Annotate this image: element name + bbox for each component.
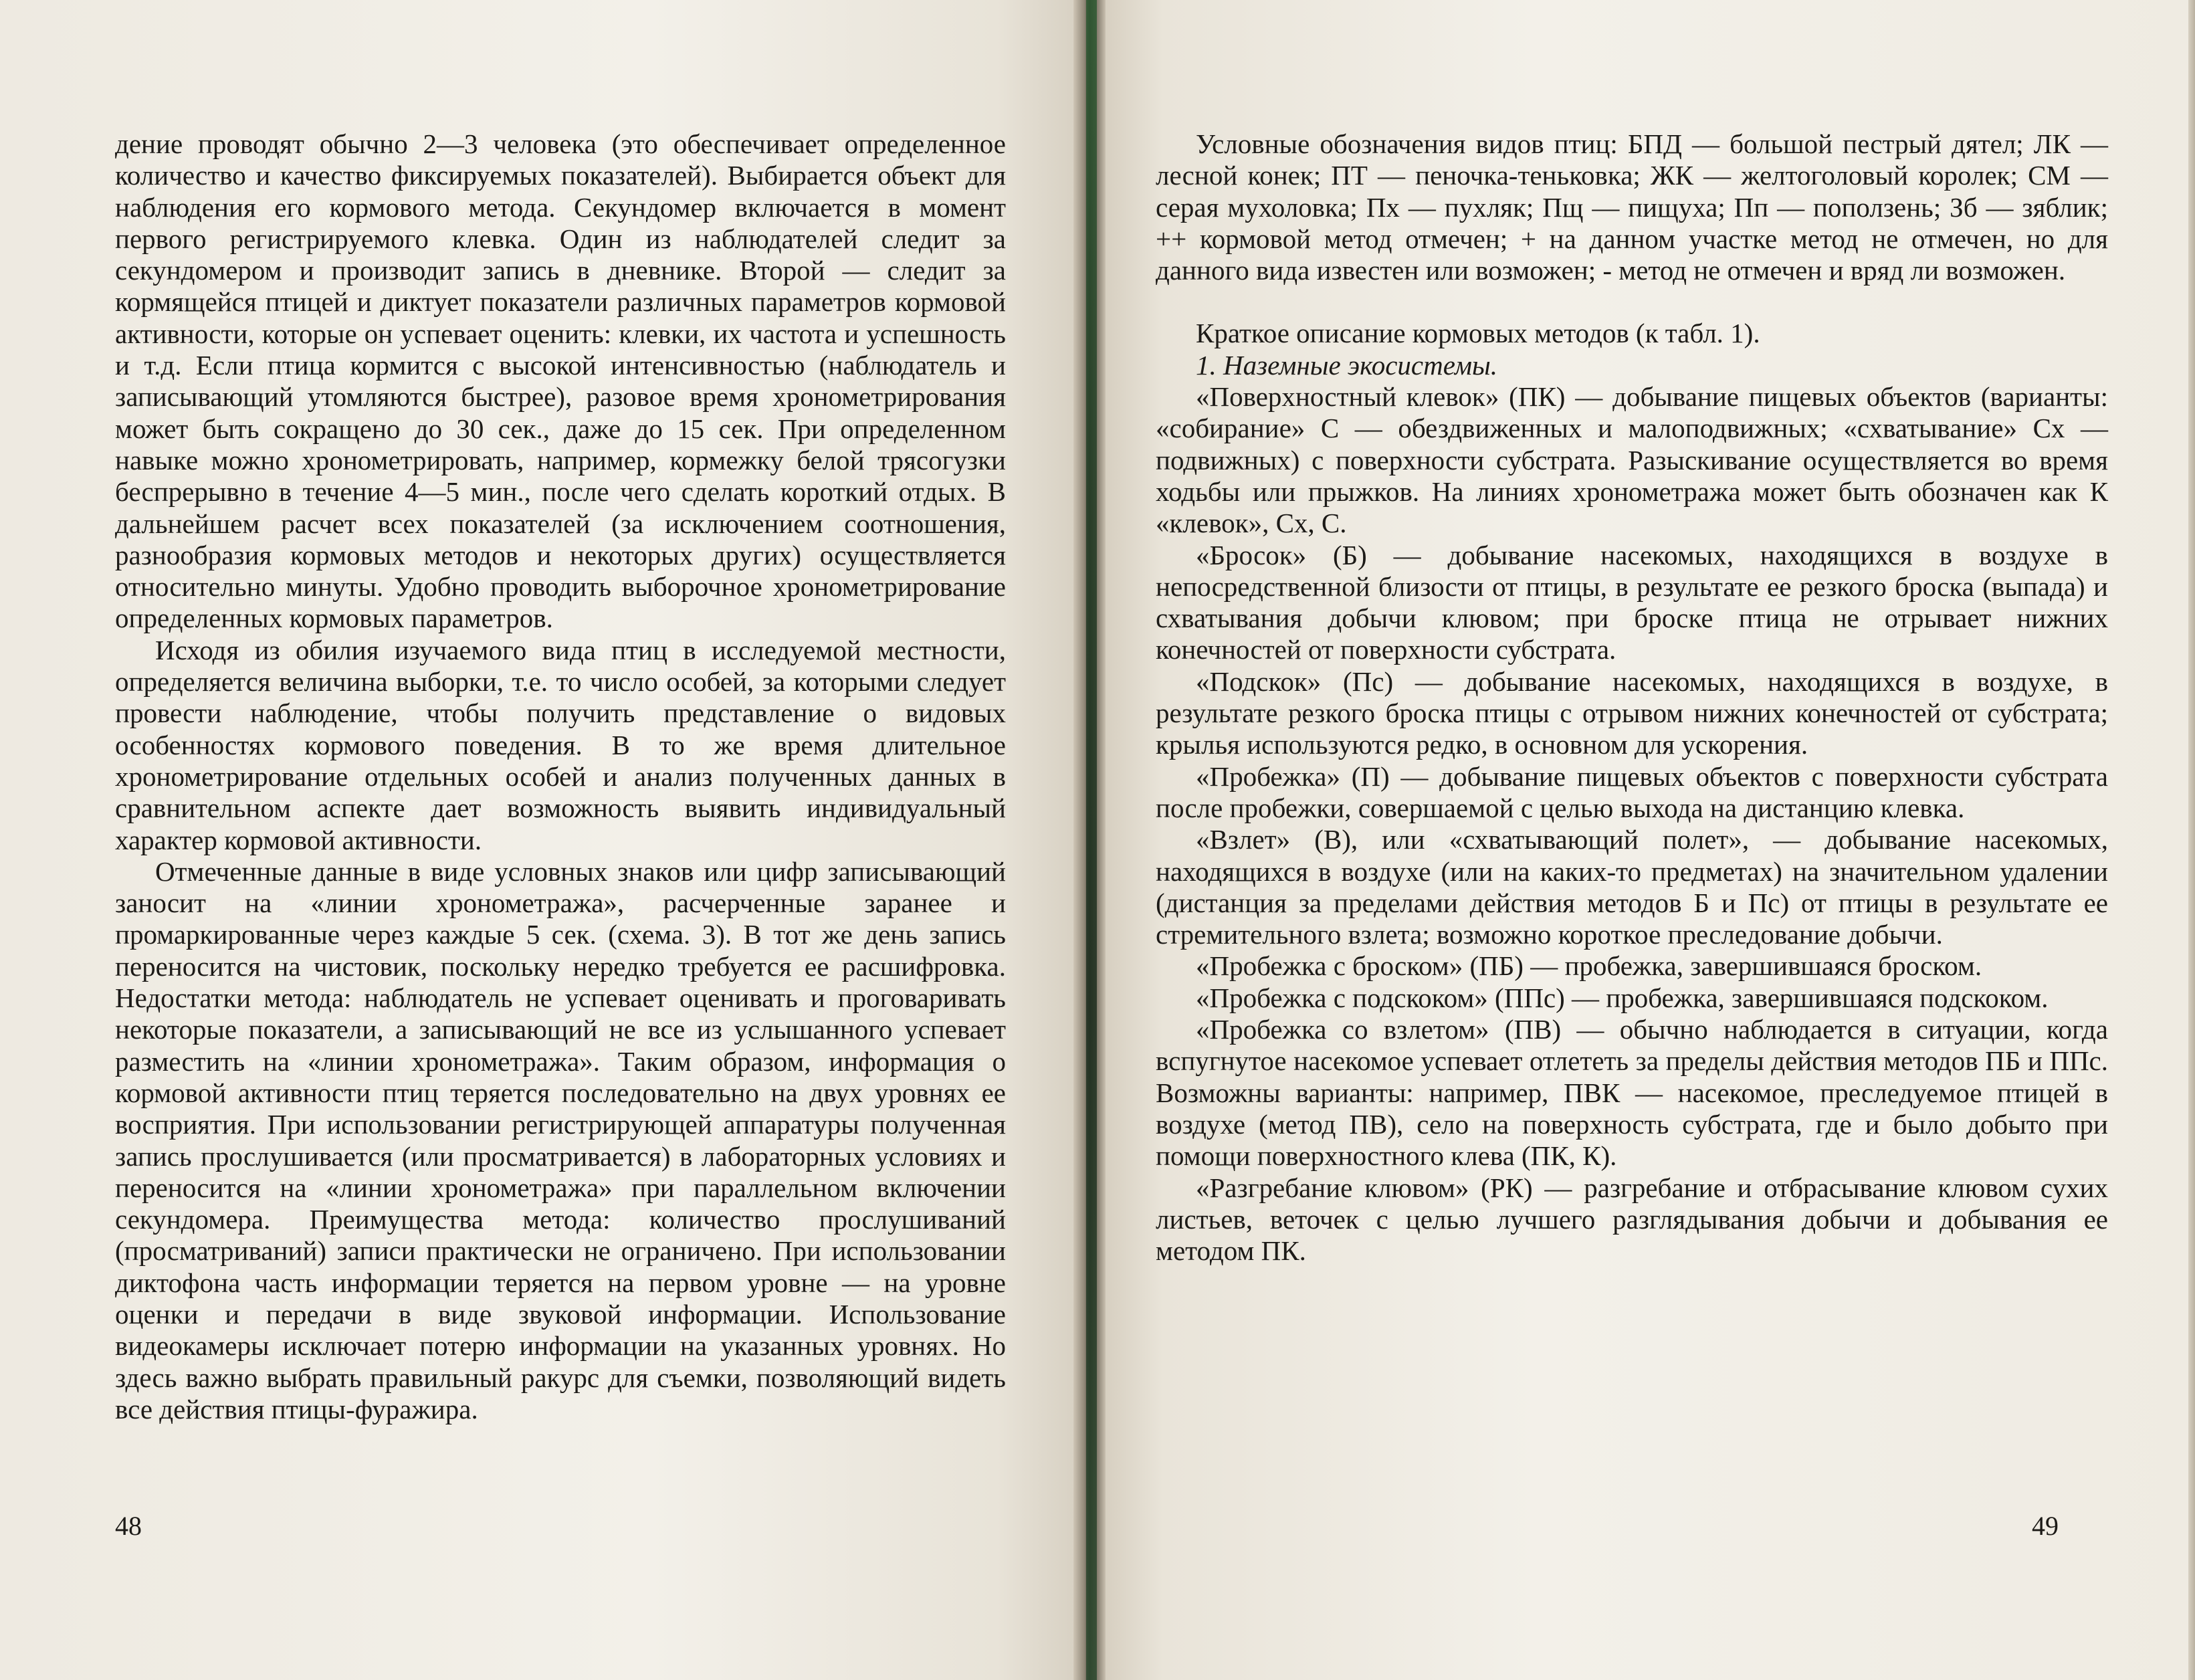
section-title: Краткое описание кормовых методов (к табл. 1).: [1196, 318, 1760, 349]
method-paragraph: «Разгребание клювом» (РК) — разгребание и отбрасывание клювом сухих листьев, веточек с целью лучшего разглядывания добычи и добывания ее методом ПК.: [1156, 1172, 2108, 1267]
method-paragraph: «Бросок» (Б) — добывание насекомых, находящихся в воздухе в непосредственной близости от птицы, в результате ее резкого броска (выпада) и схватывания добычи клювом; при броске птица не отрывает нижних конечностей от поверхности субстрата.: [1156, 539, 2108, 665]
method-paragraph: «Поверхностный клевок» (ПК) — добывание пищевых объектов (варианты: «собирание» С — обездвиженных и малоподвижных; «схватывание» Сх — подвижных) с поверхности субстрата. Разыскивание осуществляется во время ходьбы или прыжков. На линиях хронометража может быть обозначен как К «клевок», Сх, С.: [1156, 381, 2108, 539]
binding-spine: [1086, 0, 1097, 1680]
method-paragraph: «Пробежка со взлетом» (ПВ) — обычно наблюдается в ситуации, когда вспугнутое насекомое успевает отлететь за пределы действия методов ПБ и ППс. Возможны варианты: например, ПВК — насекомое, преследуемое птицей в воздухе (метод ПВ), село на поверхность субстрата, где и было добыто при помощи поверхностного клева (ПК, К).: [1156, 1014, 2108, 1172]
right-page-number: 49: [2032, 1511, 2059, 1541]
method-paragraph: «Подскок» (Пс) — добывание насекомых, находящихся в воздухе, в результате резкого броска птицы с отрывом нижних конечностей от субстрата; крылья используются редко, в основном для ускорения.: [1156, 665, 2108, 760]
page-edge: [2188, 0, 2195, 1680]
method-paragraph: «Пробежка» (П) — добывание пищевых объектов с поверхности субстрата после пробежки, совершаемой с целью выхода на дистанцию клевка.: [1156, 760, 2108, 823]
right-page: [1097, 0, 2195, 1680]
right-page-body: [1156, 128, 2108, 1267]
left-page-body: [115, 128, 1006, 1425]
subsection-title: 1. Наземные экосистемы.: [1196, 349, 1498, 381]
species-legend: Условные обозначения видов птиц: БПД — большой пестрый дятел; ЛК — лесной конек; ПТ — пеночка-теньковка; ЖК — желтоголовый королек; СМ — серая мухоловка; Пх — пухляк; Пщ — пищуха; Пп — поползень; Зб — зяблик; ++ кормовой метод отмечен; + на данном участке метод не отмечен, но для данного вида известен или возможен; - метод не отмечен и вряд ли возможен.: [1156, 128, 2108, 286]
left-page-number: 48: [115, 1511, 142, 1541]
left-paragraph-3: Отмеченные данные в виде условных знаков или цифр записывающий заносит на «линии хронометража», расчерченные заранее и промаркированные через каждые 5 сек. (схема. 3). В тот же день запись переносится на чистовик, поскольку нередко требуется ее расшифровка. Недостатки метода: наблюдатель не успевает оценивать и проговаривать некоторые показатели, а записывающий не все из услышанного успевает разместить на «линии хронометража». Таким образом, информация о кормовой активности птиц теряется последовательно на двух уровнях ее восприятия. При использовании регистрирующей аппаратуры полученная запись прослушивается (или просматривается) в лабораторных условиях и переносится на «линии хронометража» при параллельном включении секундомера. Преимущества метода: количество прослушиваний (просматриваний) записи практически не ограничено. При использовании диктофона часть информации теряется на первом уровне — на уровне оценки и передачи в виде звуковой информации. Использование видеокамеры исключает потерю информации на указанных уровнях. Но здесь важно выбрать правильный ракурс для съемки, позволяющий видеть все действия птицы-фуражира.: [115, 855, 1006, 1425]
method-paragraph: «Взлет» (В), или «схватывающий полет», — добывание насекомых, находящихся в воздухе (или на каких-то предметах) на значительном удалении (дистанция за пределами действия методов Б и Пс) от птицы в результате ее стремительного взлета; возможно короткое преследование добычи.: [1156, 824, 2108, 950]
left-paragraph-2: Исходя из обилия изучаемого вида птиц в исследуемой местности, определяется величина выборки, т.е. то число особей, за которыми следует провести наблюдение, чтобы получить представление о видовых особенностях кормового поведения. В то же время длительное хронометрирование отдельных особей и анализ полученных данных в сравнительном аспекте дает возможность выявить индивидуальный характер кормовой активности.: [115, 634, 1006, 855]
left-paragraph-1: дение проводят обычно 2—3 человека (это обеспечивает определенное количество и качество фиксируемых показателей). Выбирается объект для наблюдения его кормового метода. Секундомер включается в момент первого регистрируемого клевка. Один из наблюдателей следит за секундомером и производит запись в дневнике. Второй — следит за кормящейся птицей и диктует показатели различных параметров кормовой активности, которые он успевает оценить: клевки, их частота и успешность и т.д. Если птица кормится с высокой интенсивностью (наблюдатель и записывающий утомляются быстрее), разовое время хронометрирования может быть сокращено до 30 сек., даже до 15 сек. При определенном навыке можно хронометрировать, например, кормежку белой трясогузки беспрерывно в течение 4—5 мин., после чего сделать короткий отдых. В дальнейшем расчет всех показателей (за исключением соотношения, разнообразия кормовых методов и некоторых других) осуществляется относительно минуты. Удобно проводить выборочное хронометрирование определенных кормовых параметров.: [115, 128, 1006, 634]
method-paragraph: «Пробежка с подскоком» (ППс) — пробежка, завершившаяся подскоком.: [1196, 982, 2049, 1013]
method-paragraph: «Пробежка с броском» (ПБ) — пробежка, завершившаяся броском.: [1196, 950, 1982, 982]
left-page: [0, 0, 1083, 1680]
